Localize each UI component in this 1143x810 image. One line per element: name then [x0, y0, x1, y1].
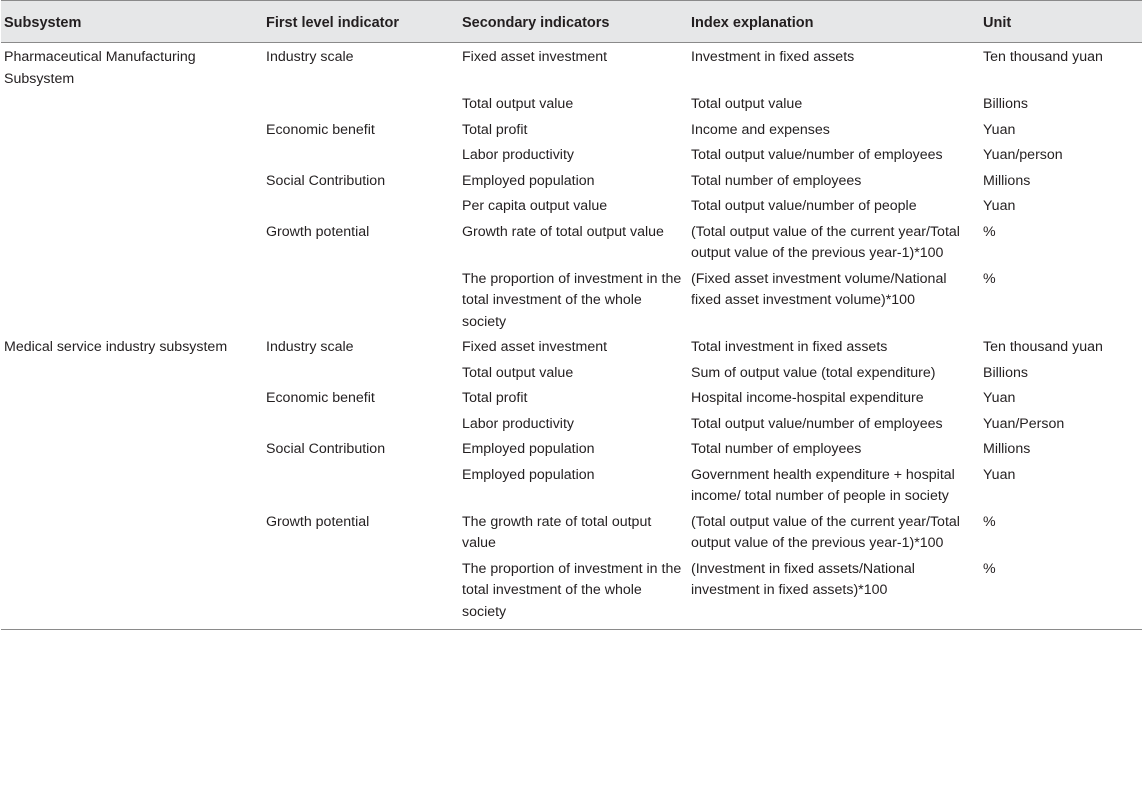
cell-subsystem: Medical service industry subsystem: [4, 339, 228, 355]
cell-index-explanation: Investment in fixed assets: [691, 49, 855, 65]
cell-unit: Ten thousand yuan: [983, 339, 1103, 355]
cell-subsystem: [1, 167, 263, 193]
cell-unit: %: [983, 513, 996, 530]
cell-unit: Billions: [983, 96, 1028, 112]
cell-secondary-indicator: Employed population: [462, 466, 595, 483]
cell-index-explanation: Total investment in fixed assets: [691, 339, 888, 355]
header-subsystem: Subsystem: [1, 1, 263, 43]
header-unit: Unit: [980, 1, 1142, 43]
cell-subsystem: [1, 555, 263, 630]
cell-unit: %: [980, 555, 1142, 630]
cell-subsystem: [1, 265, 263, 334]
cell-unit: Yuan/person: [983, 147, 1063, 163]
table-row: [1, 218, 1142, 265]
table-row: [1, 167, 1142, 193]
cell-index-explanation: Total number of employees: [691, 441, 862, 457]
cell-first-level-indicator: Social Contribution: [266, 441, 386, 457]
cell-index-explanation: (Investment in fixed assets/National investment in fixed assets)*100: [688, 555, 980, 630]
cell-secondary-indicator: The growth rate of total output value: [462, 513, 652, 551]
cell-first-level-indicator: Economic benefit: [266, 390, 375, 406]
cell-first-level-indicator: [263, 192, 459, 218]
cell-index-explanation: Government health expenditure + hospital income/ total number of people in society: [691, 466, 955, 504]
cell-secondary-indicator: Total profit: [462, 390, 528, 406]
cell-secondary-indicator: Total output value: [462, 364, 574, 381]
table-row: [1, 90, 1142, 116]
cell-subsystem: [1, 116, 263, 142]
cell-secondary-indicator: Employed population: [462, 441, 595, 457]
table-row: [1, 359, 1142, 385]
cell-secondary-indicator: Fixed asset investment: [462, 49, 608, 65]
cell-index-explanation: Sum of output value (total expenditure): [691, 364, 936, 381]
cell-subsystem: [1, 410, 263, 436]
cell-unit: Yuan: [983, 466, 1016, 483]
cell-secondary-indicator: Total profit: [462, 121, 528, 138]
cell-unit: Ten thousand yuan: [983, 49, 1103, 65]
indicator-table: [1, 0, 1142, 630]
cell-unit: Millions: [983, 441, 1031, 457]
table-row: [1, 192, 1142, 218]
cell-unit: Yuan/Person: [983, 415, 1065, 432]
table-row: [1, 435, 1142, 461]
cell-secondary-indicator: Total output value: [462, 96, 574, 112]
table-row: [1, 116, 1142, 142]
cell-subsystem: Pharmaceutical Manufacturing Subsystem: [4, 49, 196, 87]
table-row: [1, 410, 1142, 436]
cell-unit: %: [983, 270, 996, 287]
cell-index-explanation: Total output value/number of employees: [691, 415, 943, 432]
cell-secondary-indicator: Per capita output value: [462, 198, 608, 214]
table-row: [1, 384, 1142, 410]
cell-index-explanation: (Total output value of the current year/Total output value of the previous year-1)*100: [691, 223, 960, 261]
table-row: [1, 555, 1142, 630]
table-row: [1, 265, 1142, 334]
table-body: [1, 43, 1142, 630]
cell-index-explanation: Total output value: [691, 96, 803, 112]
cell-index-explanation: Total output value/number of employees: [691, 147, 943, 163]
cell-secondary-indicator: Fixed asset investment: [462, 339, 608, 355]
cell-first-level-indicator: Industry scale: [266, 339, 354, 355]
table-row: [1, 508, 1142, 555]
table-row: [1, 461, 1142, 508]
table-row: [1, 333, 1142, 359]
cell-subsystem: [1, 141, 263, 167]
cell-subsystem: [1, 384, 263, 410]
header-first-level-indicator: First level indicator: [263, 1, 459, 43]
cell-subsystem: [1, 192, 263, 218]
cell-first-level-indicator: Social Contribution: [266, 172, 386, 189]
cell-unit: Yuan: [983, 121, 1016, 138]
cell-first-level-indicator: [263, 359, 459, 385]
indicator-table-container: [1, 0, 1142, 630]
cell-unit: %: [983, 223, 996, 240]
cell-first-level-indicator: Economic benefit: [266, 121, 375, 138]
cell-first-level-indicator: [263, 555, 459, 630]
cell-secondary-indicator: The proportion of investment in the total investment of the whole society: [462, 270, 682, 330]
cell-unit: Yuan: [983, 198, 1016, 214]
cell-index-explanation: (Fixed asset investment volume/National fixed asset investment volume)*100: [691, 270, 947, 308]
cell-first-level-indicator: [263, 410, 459, 436]
cell-subsystem: [1, 508, 263, 555]
cell-secondary-indicator: Growth rate of total output value: [462, 223, 664, 240]
cell-first-level-indicator: [263, 461, 459, 508]
cell-secondary-indicator: Labor productivity: [462, 415, 574, 432]
cell-first-level-indicator: [263, 90, 459, 116]
header-index-explanation: Index explanation: [688, 1, 980, 43]
cell-first-level-indicator: Industry scale: [266, 49, 354, 65]
cell-unit: Yuan: [983, 390, 1016, 406]
cell-secondary-indicator: Labor productivity: [462, 147, 574, 163]
cell-subsystem: [1, 435, 263, 461]
cell-first-level-indicator: Growth potential: [266, 223, 370, 240]
cell-index-explanation: Income and expenses: [691, 121, 830, 138]
cell-unit: Billions: [983, 364, 1028, 381]
cell-secondary-indicator: The proportion of investment in the total investment of the whole society: [459, 555, 688, 630]
cell-first-level-indicator: [263, 265, 459, 334]
cell-first-level-indicator: Growth potential: [266, 513, 370, 530]
cell-subsystem: [1, 359, 263, 385]
table-header-row: [1, 1, 1142, 43]
header-secondary-indicators: Secondary indicators: [459, 1, 688, 43]
cell-subsystem: [1, 90, 263, 116]
cell-index-explanation: Total output value/number of people: [691, 198, 917, 214]
cell-subsystem: [1, 461, 263, 508]
table-row: [1, 141, 1142, 167]
cell-index-explanation: (Total output value of the current year/Total output value of the previous year-1)*100: [691, 513, 960, 551]
cell-first-level-indicator: [263, 141, 459, 167]
cell-index-explanation: Total number of employees: [691, 172, 862, 189]
table-row: [1, 43, 1142, 91]
cell-index-explanation: Hospital income-hospital expenditure: [691, 390, 924, 406]
cell-unit: Millions: [983, 172, 1031, 189]
cell-secondary-indicator: Employed population: [462, 172, 595, 189]
cell-subsystem: [1, 218, 263, 265]
